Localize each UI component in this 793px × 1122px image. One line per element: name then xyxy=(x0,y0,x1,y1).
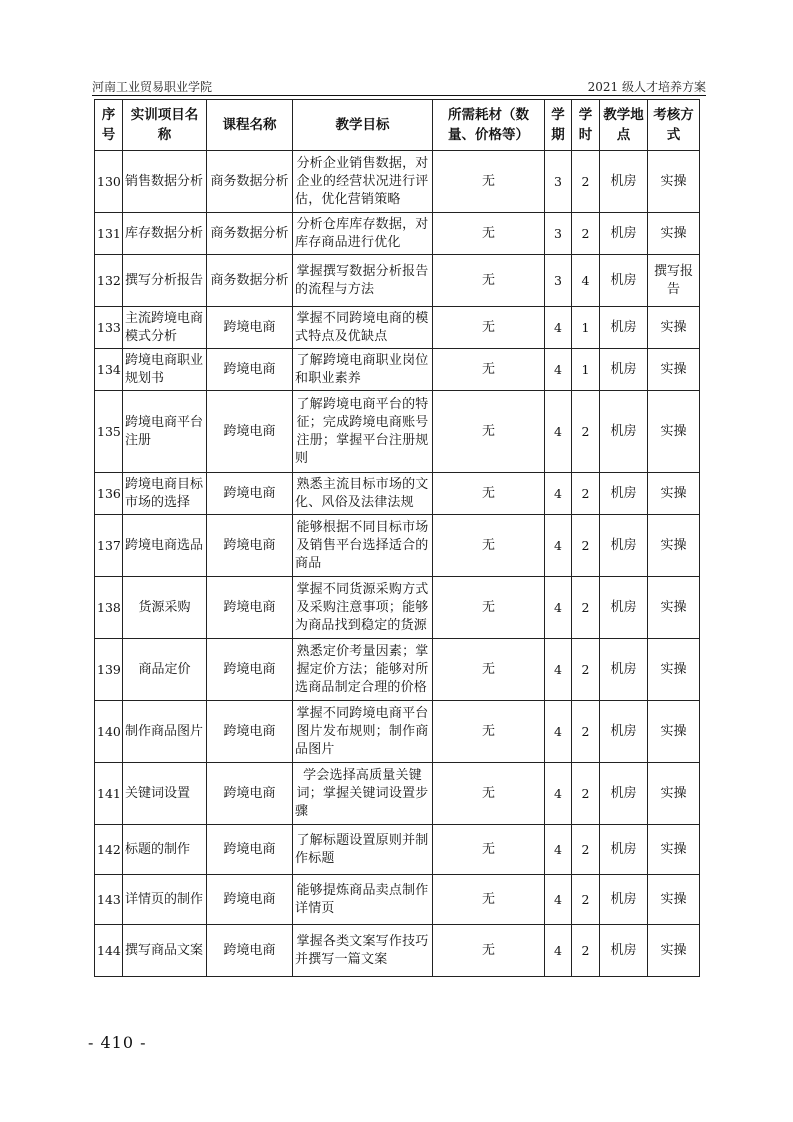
table-row xyxy=(95,255,700,307)
table-row xyxy=(95,307,700,349)
cell-no: 132 xyxy=(95,255,123,307)
cell-hours: 2 xyxy=(572,701,600,763)
cell-materials: 无 xyxy=(433,577,545,639)
cell-course: 跨境电商 xyxy=(207,577,293,639)
cell-goal: 分析仓库库存数据，对库存商品进行优化 xyxy=(293,213,433,255)
cell-hours: 2 xyxy=(572,577,600,639)
cell-goal: 熟悉主流目标市场的文化、风俗及法律法规 xyxy=(293,473,433,515)
cell-assess: 实操 xyxy=(648,473,700,515)
cell-materials: 无 xyxy=(433,701,545,763)
cell-term: 4 xyxy=(545,763,572,825)
cell-goal: 能够根据不同目标市场及销售平台选择适合的商品 xyxy=(293,515,433,577)
cell-goal: 了解跨境电商平台的特征；完成跨境电商账号注册；掌握平台注册规则 xyxy=(293,391,433,473)
table-row xyxy=(95,875,700,925)
cell-course: 跨境电商 xyxy=(207,925,293,977)
cell-assess: 实操 xyxy=(648,307,700,349)
cell-assess: 实操 xyxy=(648,763,700,825)
cell-term: 4 xyxy=(545,577,572,639)
cell-no: 136 xyxy=(95,473,123,515)
cell-place: 机房 xyxy=(600,307,648,349)
cell-place: 机房 xyxy=(600,701,648,763)
cell-term: 4 xyxy=(545,349,572,391)
cell-goal: 熟悉定价考量因素；掌握定价方法；能够对所选商品制定合理的价格 xyxy=(293,639,433,701)
cell-no: 139 xyxy=(95,639,123,701)
cell-no: 135 xyxy=(95,391,123,473)
cell-course: 商务数据分析 xyxy=(207,151,293,213)
table-row xyxy=(95,515,700,577)
cell-place: 机房 xyxy=(600,925,648,977)
cell-no: 141 xyxy=(95,763,123,825)
table-row xyxy=(95,639,700,701)
cell-term: 3 xyxy=(545,151,572,213)
cell-goal: 掌握撰写数据分析报告的流程与方法 xyxy=(293,255,433,307)
cell-item: 关键词设置 xyxy=(123,763,207,825)
cell-goal: 掌握各类文案写作技巧并撰写一篇文案 xyxy=(293,925,433,977)
cell-course: 跨境电商 xyxy=(207,763,293,825)
cell-place: 机房 xyxy=(600,349,648,391)
cell-term: 3 xyxy=(545,255,572,307)
table-row xyxy=(95,349,700,391)
cell-materials: 无 xyxy=(433,213,545,255)
cell-hours: 1 xyxy=(572,307,600,349)
cell-hours: 2 xyxy=(572,875,600,925)
cell-hours: 4 xyxy=(572,255,600,307)
col-header-goal: 教学目标 xyxy=(293,100,433,151)
cell-course: 跨境电商 xyxy=(207,875,293,925)
cell-assess: 实操 xyxy=(648,639,700,701)
cell-hours: 2 xyxy=(572,639,600,701)
cell-materials: 无 xyxy=(433,763,545,825)
cell-item: 跨境电商目标市场的选择 xyxy=(123,473,207,515)
table-row xyxy=(95,925,700,977)
cell-materials: 无 xyxy=(433,151,545,213)
cell-term: 4 xyxy=(545,307,572,349)
cell-materials: 无 xyxy=(433,515,545,577)
cell-hours: 2 xyxy=(572,473,600,515)
cell-place: 机房 xyxy=(600,213,648,255)
col-header-place: 教学地点 xyxy=(600,100,648,151)
cell-goal: 学会选择高质量关键词；掌握关键词设置步骤 xyxy=(293,763,433,825)
cell-materials: 无 xyxy=(433,349,545,391)
cell-goal: 掌握不同跨境电商平台图片发布规则；制作商品图片 xyxy=(293,701,433,763)
cell-assess: 实操 xyxy=(648,151,700,213)
cell-item: 主流跨境电商模式分析 xyxy=(123,307,207,349)
training-projects-table xyxy=(94,99,700,977)
cell-item: 跨境电商选品 xyxy=(123,515,207,577)
cell-place: 机房 xyxy=(600,151,648,213)
cell-assess: 实操 xyxy=(648,875,700,925)
cell-place: 机房 xyxy=(600,875,648,925)
col-header-item: 实训项目名称 xyxy=(123,100,207,151)
cell-hours: 2 xyxy=(572,925,600,977)
cell-hours: 2 xyxy=(572,763,600,825)
cell-goal: 掌握不同货源采购方式及采购注意事项；能够为商品找到稳定的货源 xyxy=(293,577,433,639)
cell-course: 商务数据分析 xyxy=(207,213,293,255)
header-school-name: 河南工业贸易职业学院 xyxy=(92,80,213,94)
cell-course: 跨境电商 xyxy=(207,825,293,875)
cell-assess: 实操 xyxy=(648,577,700,639)
cell-place: 机房 xyxy=(600,763,648,825)
cell-no: 133 xyxy=(95,307,123,349)
cell-item: 详情页的制作 xyxy=(123,875,207,925)
cell-item: 撰写商品文案 xyxy=(123,925,207,977)
cell-no: 134 xyxy=(95,349,123,391)
cell-assess: 实操 xyxy=(648,825,700,875)
cell-assess: 实操 xyxy=(648,515,700,577)
cell-item: 跨境电商职业规划书 xyxy=(123,349,207,391)
table-row xyxy=(95,473,700,515)
cell-course: 跨境电商 xyxy=(207,515,293,577)
cell-materials: 无 xyxy=(433,255,545,307)
cell-place: 机房 xyxy=(600,577,648,639)
cell-assess: 实操 xyxy=(648,213,700,255)
cell-course: 跨境电商 xyxy=(207,307,293,349)
table-row xyxy=(95,763,700,825)
table-row xyxy=(95,577,700,639)
col-header-term: 学期 xyxy=(545,100,572,151)
cell-place: 机房 xyxy=(600,825,648,875)
cell-hours: 2 xyxy=(572,151,600,213)
cell-materials: 无 xyxy=(433,875,545,925)
cell-term: 4 xyxy=(545,825,572,875)
cell-no: 143 xyxy=(95,875,123,925)
cell-no: 137 xyxy=(95,515,123,577)
cell-term: 4 xyxy=(545,701,572,763)
cell-hours: 2 xyxy=(572,515,600,577)
cell-materials: 无 xyxy=(433,925,545,977)
cell-term: 4 xyxy=(545,515,572,577)
col-header-no: 序号 xyxy=(95,100,123,151)
cell-goal: 能够提炼商品卖点制作详情页 xyxy=(293,875,433,925)
cell-goal: 掌握不同跨境电商的模式特点及优缺点 xyxy=(293,307,433,349)
cell-course: 跨境电商 xyxy=(207,701,293,763)
cell-materials: 无 xyxy=(433,639,545,701)
cell-course: 跨境电商 xyxy=(207,391,293,473)
cell-place: 机房 xyxy=(600,639,648,701)
table-row xyxy=(95,825,700,875)
cell-goal: 了解跨境电商职业岗位和职业素养 xyxy=(293,349,433,391)
cell-assess: 实操 xyxy=(648,349,700,391)
cell-term: 4 xyxy=(545,639,572,701)
cell-place: 机房 xyxy=(600,473,648,515)
cell-no: 130 xyxy=(95,151,123,213)
col-header-materials: 所需耗材（数量、价格等） xyxy=(433,100,545,151)
col-header-hours: 学时 xyxy=(572,100,600,151)
cell-goal: 了解标题设置原则并制作标题 xyxy=(293,825,433,875)
table-row xyxy=(95,151,700,213)
cell-term: 4 xyxy=(545,391,572,473)
cell-item: 商品定价 xyxy=(123,639,207,701)
cell-item: 撰写分析报告 xyxy=(123,255,207,307)
cell-item: 库存数据分析 xyxy=(123,213,207,255)
cell-item: 货源采购 xyxy=(123,577,207,639)
cell-no: 138 xyxy=(95,577,123,639)
cell-hours: 2 xyxy=(572,391,600,473)
cell-materials: 无 xyxy=(433,307,545,349)
cell-place: 机房 xyxy=(600,515,648,577)
cell-item: 跨境电商平台注册 xyxy=(123,391,207,473)
cell-place: 机房 xyxy=(600,391,648,473)
header-document-title: 2021 级人才培养方案 xyxy=(587,80,706,94)
cell-assess: 实操 xyxy=(648,925,700,977)
col-header-course: 课程名称 xyxy=(207,100,293,151)
col-header-assess: 考核方式 xyxy=(648,100,700,151)
cell-course: 跨境电商 xyxy=(207,349,293,391)
cell-term: 4 xyxy=(545,473,572,515)
cell-hours: 2 xyxy=(572,825,600,875)
cell-materials: 无 xyxy=(433,825,545,875)
cell-course: 跨境电商 xyxy=(207,639,293,701)
cell-materials: 无 xyxy=(433,473,545,515)
table-row xyxy=(95,213,700,255)
cell-no: 131 xyxy=(95,213,123,255)
cell-assess: 撰写报告 xyxy=(648,255,700,307)
header-rule xyxy=(92,95,706,96)
cell-term: 4 xyxy=(545,925,572,977)
cell-place: 机房 xyxy=(600,255,648,307)
cell-goal: 分析企业销售数据，对企业的经营状况进行评估，优化营销策略 xyxy=(293,151,433,213)
cell-term: 3 xyxy=(545,213,572,255)
page-header xyxy=(92,76,706,96)
cell-no: 140 xyxy=(95,701,123,763)
table-row xyxy=(95,391,700,473)
cell-course: 跨境电商 xyxy=(207,473,293,515)
cell-no: 144 xyxy=(95,925,123,977)
cell-item: 制作商品图片 xyxy=(123,701,207,763)
cell-assess: 实操 xyxy=(648,701,700,763)
table-row xyxy=(95,701,700,763)
cell-assess: 实操 xyxy=(648,391,700,473)
cell-materials: 无 xyxy=(433,391,545,473)
cell-item: 标题的制作 xyxy=(123,825,207,875)
cell-no: 142 xyxy=(95,825,123,875)
cell-hours: 1 xyxy=(572,349,600,391)
cell-course: 商务数据分析 xyxy=(207,255,293,307)
cell-term: 4 xyxy=(545,875,572,925)
table-header-row xyxy=(95,100,700,151)
page-number: - 410 - xyxy=(88,1033,147,1052)
cell-item: 销售数据分析 xyxy=(123,151,207,213)
cell-hours: 2 xyxy=(572,213,600,255)
